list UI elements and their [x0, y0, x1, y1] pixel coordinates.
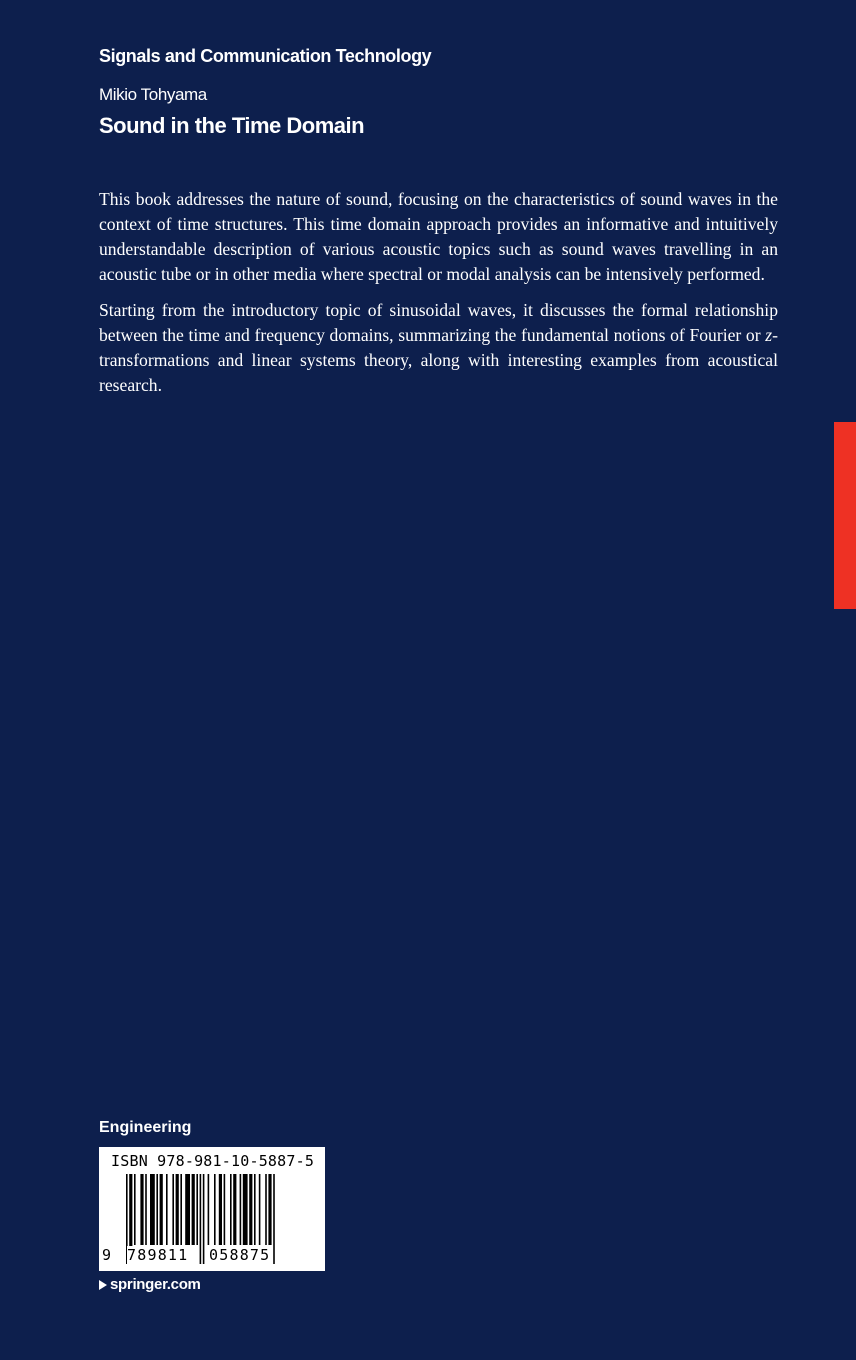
barcode-bar [160, 1174, 163, 1245]
barcode-bar [230, 1174, 232, 1245]
barcode-digits-right: 058875 [209, 1246, 271, 1264]
barcode-bar [156, 1174, 158, 1245]
arrow-right-icon [99, 1280, 107, 1290]
publisher-link[interactable] [99, 1276, 201, 1293]
author-name: Mikio Tohyama [99, 85, 207, 104]
barcode-bar [196, 1174, 198, 1245]
barcode-bar [268, 1174, 271, 1245]
series-title: Signals and Communication Technology [99, 46, 432, 66]
barcode-bar [265, 1174, 267, 1245]
barcode-bar [145, 1174, 147, 1245]
barcode-lead-digit: 9 [102, 1246, 113, 1264]
isbn-label: ISBN 978-981-10-5887-5 [111, 1152, 315, 1170]
description-paragraph-2 [99, 298, 778, 398]
barcode-bar [240, 1174, 242, 1245]
barcode-bar [150, 1174, 155, 1245]
barcode-bar [185, 1174, 190, 1245]
paragraph-2-italic: z [765, 325, 773, 345]
subject-category: Engineering [99, 1119, 192, 1136]
barcode-digits-left: 789811 [127, 1246, 189, 1264]
barcode-bar [140, 1174, 143, 1245]
barcode-bar [254, 1174, 256, 1245]
publisher-link-text: springer.com [110, 1276, 201, 1293]
barcode-bar [180, 1174, 182, 1245]
barcode-bar [176, 1174, 179, 1245]
barcode-bar [219, 1174, 222, 1245]
barcode-panel [99, 1147, 325, 1271]
barcode-bar [208, 1174, 210, 1245]
barcode-bar [233, 1174, 236, 1245]
barcode-bar [259, 1174, 261, 1245]
description-paragraph-1: This book addresses the nature of sound, focusing on the characteristics of sound waves in the context of time structures. This time domain approach provides an informative and intuitively understandable description of various acoustic topics such as sound waves travelling in an acoustic tube or in other media where spectral or modal analysis can be intensively performed. [99, 189, 778, 284]
barcode-bar [214, 1174, 216, 1245]
barcode-bar [192, 1174, 195, 1245]
barcode-bar [273, 1174, 275, 1264]
paragraph-2-start: Starting from the introductory topic of sinusoidal waves, it discusses the formal relationship between the time and frequency domains, summarizing the fundamental notions of Fourier or [99, 300, 778, 345]
barcode-bar [166, 1174, 168, 1245]
barcode-bar [203, 1174, 205, 1264]
book-description [99, 187, 778, 409]
barcode-bar [224, 1174, 226, 1245]
barcode-bar [134, 1174, 136, 1245]
barcode-bar [249, 1174, 252, 1245]
barcode-bar [200, 1174, 202, 1264]
book-title: Sound in the Time Domain [99, 113, 365, 138]
paragraph-2-end: -transformations and linear systems theory, along with interesting examples from acoustical research. [99, 325, 778, 395]
barcode-bar [172, 1174, 174, 1245]
barcode-bar [243, 1174, 248, 1245]
red-side-tab [834, 422, 856, 609]
